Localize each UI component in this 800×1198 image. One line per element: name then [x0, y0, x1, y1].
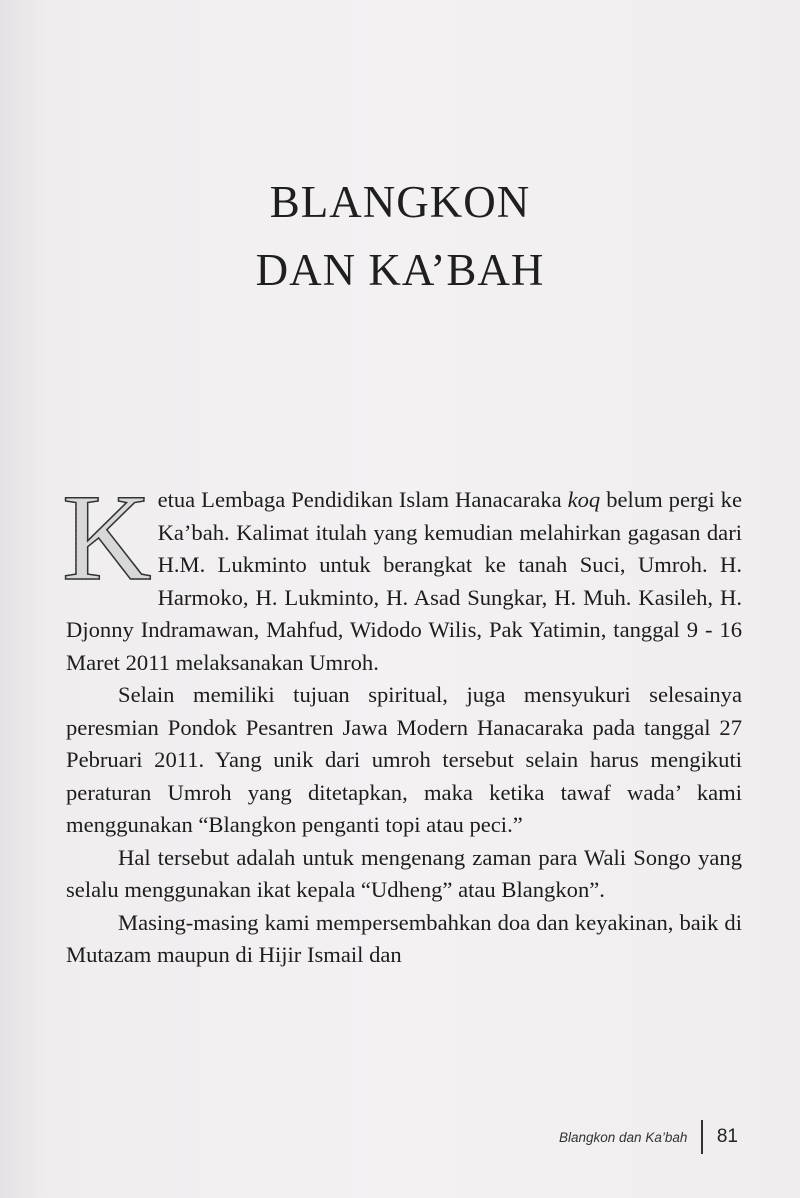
footer-divider — [701, 1120, 703, 1154]
page-footer — [559, 1120, 738, 1154]
paragraph-1-text-a: etua Lembaga Pendidikan Islam Hanacaraka — [157, 487, 568, 512]
paragraph-1 — [62, 469, 742, 679]
paragraph-3: Hal tersebut adalah untuk mengenang zaman para Wali Songo yang selalu menggunakan ikat kepala “Udheng” atau Blangkon”. — [66, 844, 742, 902]
running-head: Blangkon dan Ka’bah — [559, 1129, 688, 1145]
paragraph-1-italic: koq — [567, 487, 601, 512]
paragraph-2: Selain memiliki tujuan spiritual, juga mensyukuri selesainya peresmian Pondok Pesantren Jawa Modern Hanacaraka pada tanggal 27 Pebruari 2011. Yang unik dari umroh tersebut selain harus mengikuti peraturan Umroh yang ditetapkan, maka ketika tawaf wada’ kami menggunakan “Blangkon penganti topi atau peci.” — [66, 682, 742, 837]
chapter-body — [62, 469, 742, 972]
chapter-title-line-1: BLANGKON — [269, 177, 531, 227]
drop-cap: K — [62, 469, 152, 606]
page-number: 81 — [716, 1126, 738, 1147]
chapter-title-line-2: DAN KA’BAH — [255, 245, 545, 295]
paragraph-1-text-b: belum pergi ke Ka’bah. Kalimat itulah yang kemudian melahirkan gagasan dari H.M. Lukminto untuk berangkat ke tanah Suci, Umroh. H. Harmoko, H. Lukminto, H. Asad Sungkar, H. Muh. Kasileh, H. Djonny Indramawan, Mahfud, Widodo Wilis, Pak Yatimin, tanggal 9 - 16 Maret 2011 melaksanakan Umroh. — [66, 487, 742, 675]
chapter-title — [0, 168, 800, 304]
paragraph-4: Masing-masing kami mempersembahkan doa dan keyakinan, baik di Mutazam maupun di Hijir Ismail dan — [66, 909, 742, 967]
